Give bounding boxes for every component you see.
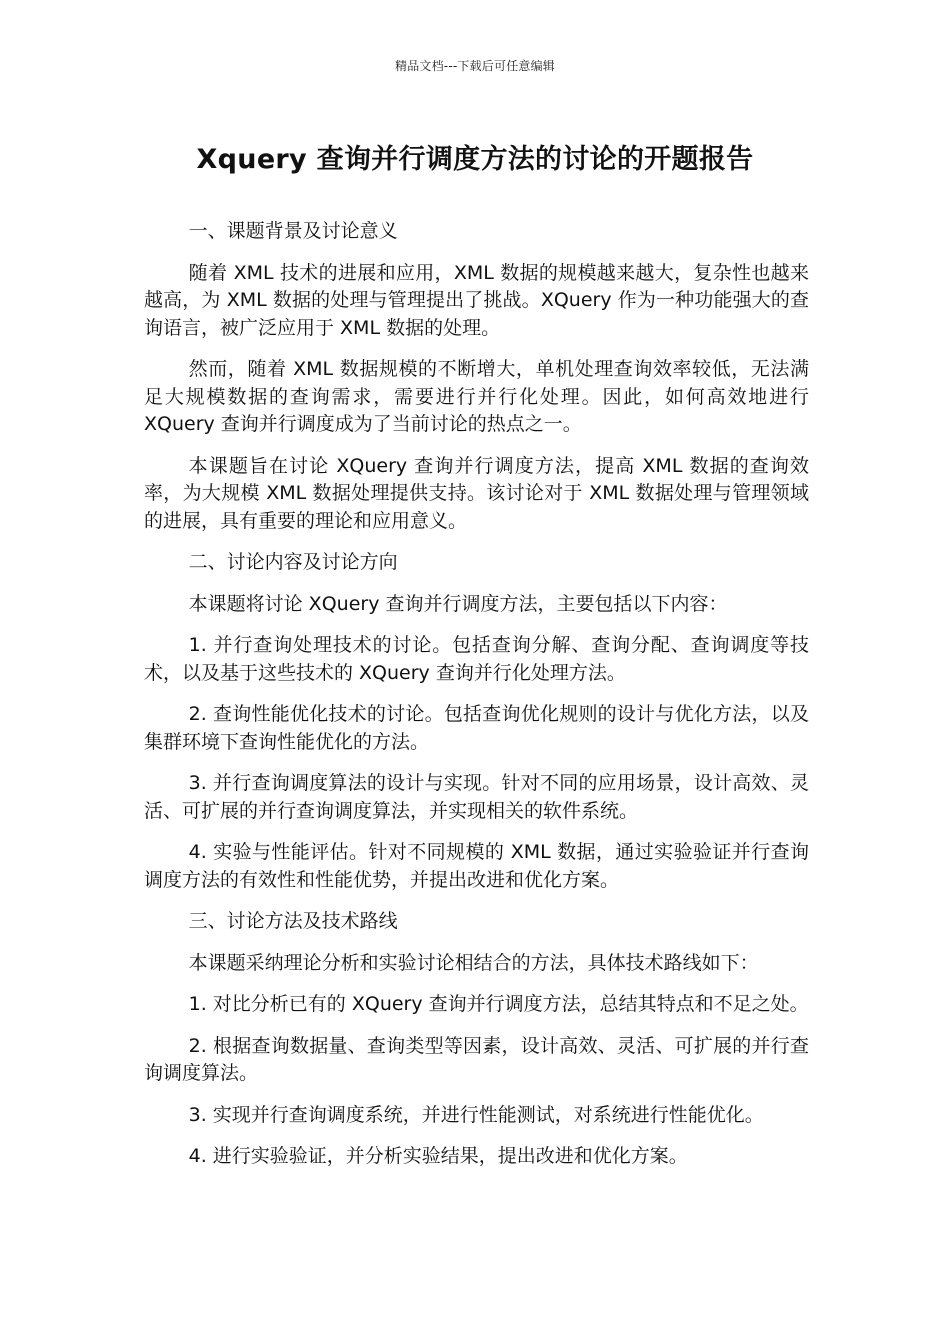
list-item: 2. 查询性能优化技术的讨论。包括查询优化规则的设计与优化方法，以及集群环境下查询性能优化的方法。 (144, 703, 809, 753)
list-item: 1. 并行查询处理技术的讨论。包括查询分解、查询分配、查询调度等技术，以及基于这些技术的 XQuery 查询并行化处理方法。 (144, 634, 809, 684)
paragraph: 本课题将讨论 XQuery 查询并行调度方法，主要包括以下内容： (188, 592, 728, 615)
document-title: Xquery 查询并行调度方法的讨论的开题报告 (196, 144, 754, 175)
list-item: 4. 进行实验验证，并分析实验结果，提出改进和优化方案。 (188, 1145, 688, 1167)
paragraph: 本课题采纳理论分析和实验讨论相结合的方法，具体技术路线如下： (188, 951, 759, 974)
paragraph: 随着 XML 技术的进展和应用，XML 数据的规模越来越大，复杂性也越来越高，为 XML 数据的处理与管理提出了挑战。XQuery 作为一种功能强大的查询语言，被广泛应用于 XML 数据的处理。 (144, 261, 809, 339)
section-heading-2: 二、讨论内容及讨论方向 (188, 551, 398, 573)
section-heading-3: 三、讨论方法及技术路线 (188, 910, 398, 932)
list-item: 3. 实现并行查询调度系统，并进行性能测试，对系统进行性能优化。 (188, 1103, 764, 1126)
list-item: 3. 并行查询调度算法的设计与实现。针对不同的应用场景，设计高效、灵活、可扩展的并行查询调度算法，并实现相关的软件系统。 (144, 772, 809, 822)
list-item: 4. 实验与性能评估。针对不同规模的 XML 数据，通过实验验证并行查询调度方法的有效性和性能优势，并提出改进和优化方案。 (144, 841, 809, 891)
header-note: 精品文档---下载后可任意编辑 (395, 59, 555, 73)
list-item: 1. 对比分析已有的 XQuery 查询并行调度方法，总结其特点和不足之处。 (188, 993, 809, 1015)
document-body (144, 218, 809, 1185)
section-heading-1: 一、课题背景及讨论意义 (188, 220, 398, 242)
paragraph: 本课题旨在讨论 XQuery 查询并行调度方法，提高 XML 数据的查询效率，为大规模 XML 数据处理提供支持。该讨论对于 XML 数据处理与管理领域的进展，具有重要的理论和应用意义。 (144, 454, 809, 532)
paragraph: 然而，随着 XML 数据规模的不断增大，单机处理查询效率较低，无法满足大规模数据的查询需求，需要进行并行化处理。因此，如何高效地进行 XQuery 查询并行调度成为了当前讨论的热点之一。 (144, 358, 809, 435)
list-item: 2. 根据查询数据量、查询类型等因素，设计高效、灵活、可扩展的并行查询调度算法。 (144, 1034, 809, 1084)
